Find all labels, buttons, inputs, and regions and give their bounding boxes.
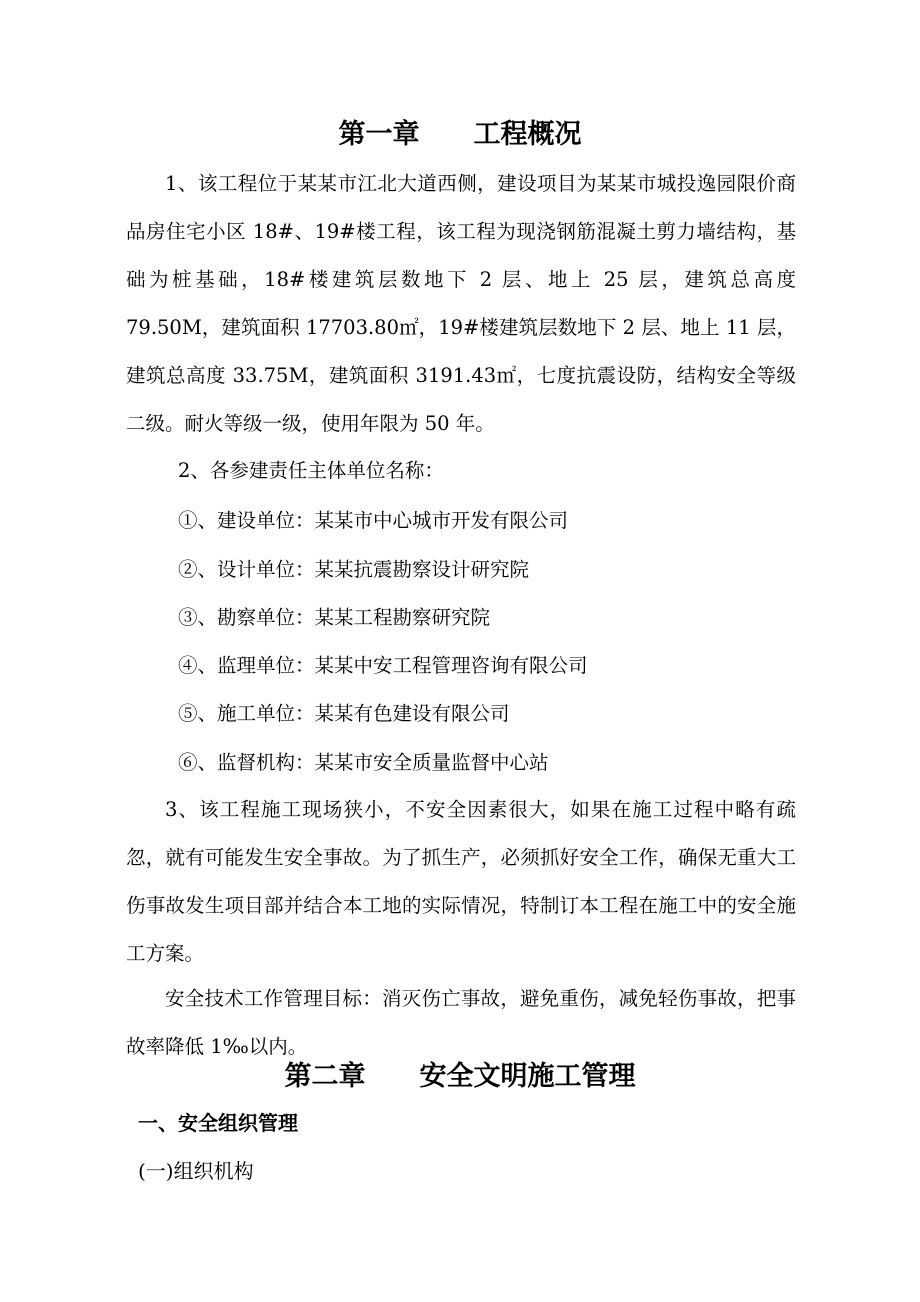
section-heading: 一、安全组织管理 xyxy=(138,1111,298,1135)
chapter-1-title: 第一章 工程概况 xyxy=(338,119,582,150)
unit-item-contractor: ⑤、施工单位：某某有色建设有限公司 xyxy=(178,702,510,725)
unit-item-survey: ③、勘察单位：某某工程勘察研究院 xyxy=(178,606,491,629)
unit-item-oversight: ⑥、监督机构：某某市安全质量监督中心站 xyxy=(178,751,549,774)
safety-concerns-paragraph: 3、该工程施工现场狭小，不安全因素很大，如果在施工过程中略有疏忽，就有可能发生安全事故。为了抓生产，必须抓好安全工作，确保无重大工伤事故发生项目部并结合本工地的实际情况，特制订本工程在施工中的安全施工方案。 xyxy=(126,798,796,965)
project-overview-paragraph: 1、该工程位于某某市江北大道西侧，建设项目为某某市城投逸园限价商品房住宅小区 18#、19#楼工程，该工程为现浇钢筋混凝土剪力墙结构，基础为桩基础，18#楼建筑层数地下 2 层、地上 25 层，建筑总高度 79.50M，建筑面积 17703.80㎡，19#楼建筑层数地下 2 层、地上 11 层，建筑总高度 33.75M，建筑面积 3191.43㎡，七度抗震设防，结构安全等级二级。耐火等级一级，使用年限为 50 年。 xyxy=(126,172,796,435)
unit-item-construction: ①、建设单位：某某市中心城市开发有限公司 xyxy=(178,509,569,532)
participating-units-heading: 2、各参建责任主体单位名称： xyxy=(178,459,444,482)
unit-item-design: ②、设计单位：某某抗震勘察设计研究院 xyxy=(178,558,530,581)
unit-item-supervision: ④、监理单位：某某中安工程管理咨询有限公司 xyxy=(178,654,588,677)
subsection-heading: (一)组织机构 xyxy=(138,1159,254,1183)
safety-goal-paragraph: 安全技术工作管理目标：消灭伤亡事故，避免重伤，减免轻伤事故，把事故率降低 1‰以内。 xyxy=(126,987,796,1058)
chapter-2-title: 第二章 安全文明施工管理 xyxy=(284,1061,636,1092)
